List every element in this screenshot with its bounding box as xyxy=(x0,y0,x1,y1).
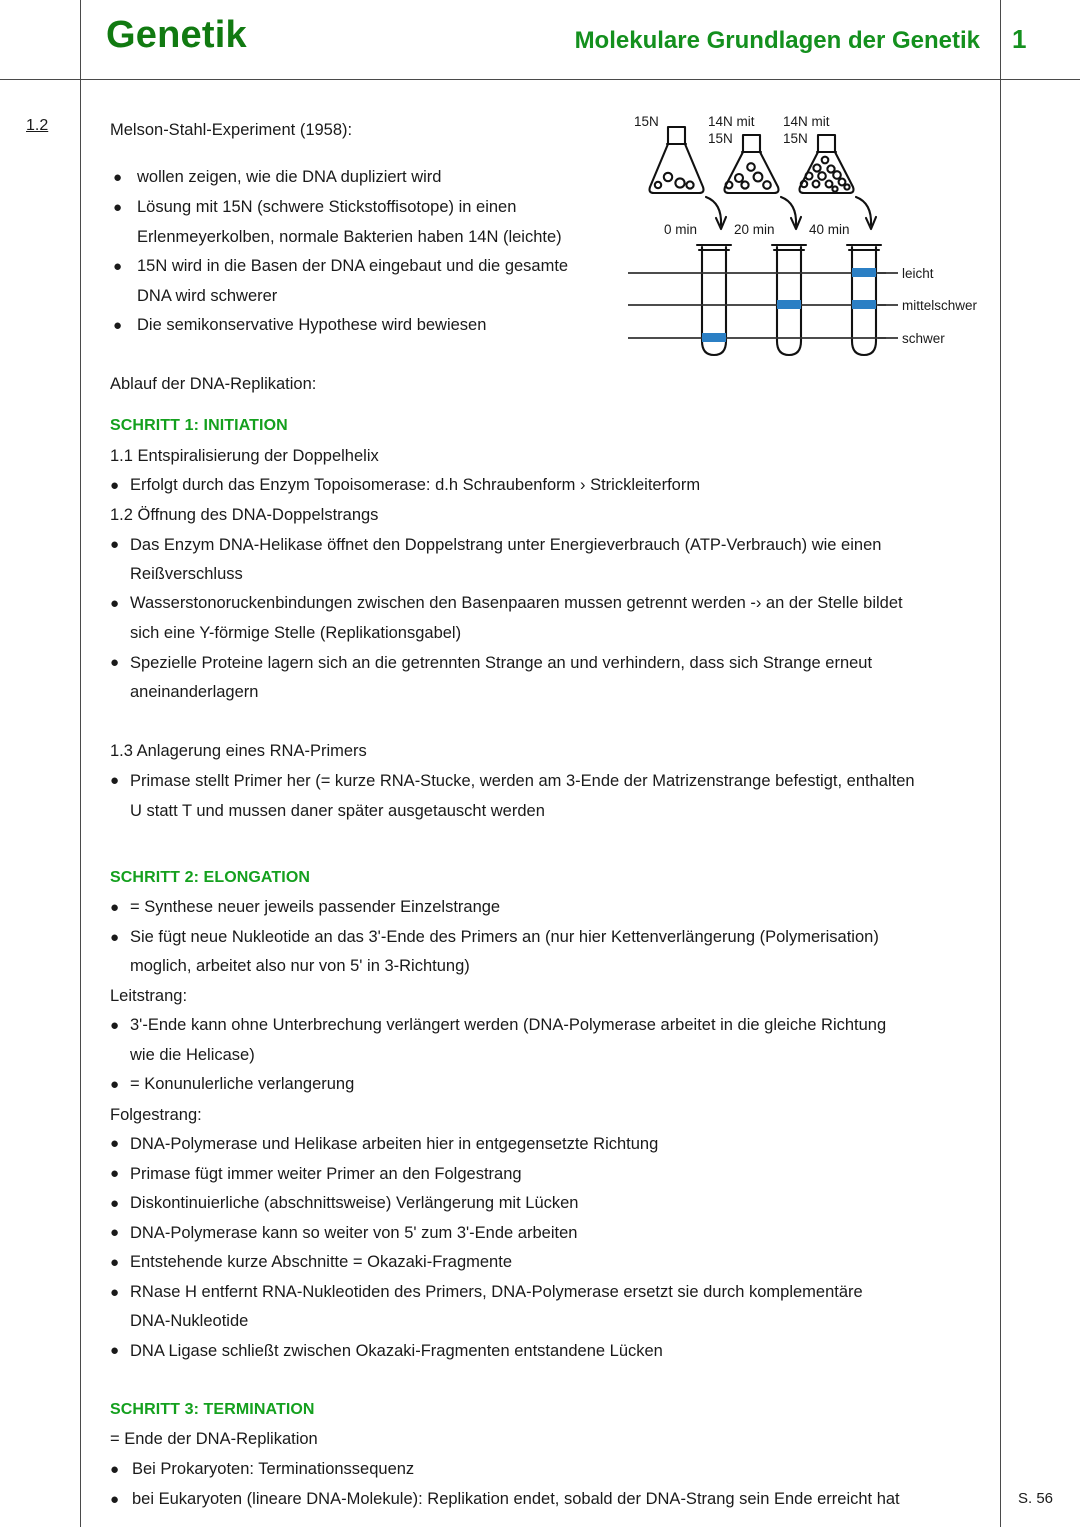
schritt2-heading: SCHRITT 2: ELONGATION xyxy=(110,869,311,886)
bullet-marker: ● xyxy=(110,1017,120,1034)
bullet-marker: ● xyxy=(110,1195,120,1212)
bullet-marker: ● xyxy=(110,1284,120,1301)
bullet-marker: ● xyxy=(110,1135,120,1152)
density-reference-lines xyxy=(628,273,886,338)
ablauf-heading: Ablauf der DNA-Replikation: xyxy=(110,375,317,393)
folgestrang-bullet-text: DNA-Polymerase und Helikase arbeiten hier in entgegensetzte Richtung xyxy=(130,1135,659,1153)
schritt1-sub2-bullet-text: Das Enzym DNA-Helikase öffnet den Doppelstrang unter Energieverbrauch (ATP-Verbrauch) wie einen xyxy=(130,536,882,554)
intro-bullet-text: wollen zeigen, wie die DNA dupliziert wird xyxy=(137,168,442,186)
intro-bullet-text: Lösung mit 15N (schwere Stickstoffisotope) in einen xyxy=(137,198,517,216)
page-frame-right-rule xyxy=(1000,0,1001,1527)
bullet-marker: ● xyxy=(110,772,120,789)
bullet-marker: ● xyxy=(110,1491,120,1508)
bullet-marker: ● xyxy=(110,1076,120,1093)
bullet-marker: ● xyxy=(110,1165,120,1182)
schritt1-sub2-title: 1.2 Öffnung des DNA-Doppelstrangs xyxy=(110,506,379,524)
band-tube2-mittelschwer xyxy=(777,300,801,309)
schritt1-sub2-bullet-text: Reißverschluss xyxy=(130,565,243,583)
label-tick-lines xyxy=(878,273,898,338)
band-label-leicht: leicht xyxy=(902,266,934,281)
bullet-marker: ● xyxy=(110,1224,120,1241)
flask-3-label-line1: 14N mit xyxy=(783,114,830,129)
time-label-0min: 0 min xyxy=(664,222,698,237)
folgestrang-bullet-text: Diskontinuierliche (abschnittsweise) Verlängerung mit Lücken xyxy=(130,1194,579,1212)
margin-section-number: 1.2 xyxy=(26,117,49,134)
bullet-marker: ● xyxy=(113,317,123,334)
leitstrang-bullet-text: 3'-Ende kann ohne Unterbrechung verlängert werden (DNA-Polymerase arbeitet in die gleiche Richtung xyxy=(130,1016,887,1034)
band-label-mittelschwer: mittelschwer xyxy=(902,298,978,313)
page-subtitle: Molekulare Grundlagen der Genetik xyxy=(574,27,980,54)
leitstrang-bullet-text: = Konunulerliche verlangerung xyxy=(130,1075,355,1093)
flask-1-icon xyxy=(650,127,704,193)
schritt1-sub3-bullet-text: U statt T und mussen daner später ausgetauscht werden xyxy=(130,802,545,820)
bullet-marker: ● xyxy=(110,595,120,612)
schritt1-heading: SCHRITT 1: INITIATION xyxy=(110,417,288,434)
intro-heading: Melson-Stahl-Experiment (1958): xyxy=(110,121,353,139)
bullet-marker: ● xyxy=(113,199,123,216)
schritt1-sub2-bullet-text: Wasserstonoruckenbindungen zwischen den Basenpaaren mussen getrennt werden -› an der Stelle bildet xyxy=(130,594,903,612)
band-tube1-schwer xyxy=(702,333,726,342)
time-arrow-icon xyxy=(856,197,876,229)
bullet-marker: ● xyxy=(110,929,120,946)
folgestrang-bullet-text: Primase fügt immer weiter Primer an den Folgestrang xyxy=(130,1165,522,1183)
bullet-marker: ● xyxy=(110,1342,120,1359)
folgestrang-bullet-text: DNA-Polymerase kann so weiter von 5' zum 3'-Ende arbeiten xyxy=(130,1224,578,1242)
bullet-marker: ● xyxy=(110,1254,120,1271)
folgestrang-bullet-text: RNase H entfernt RNA-Nukleotiden des Primers, DNA-Polymerase ersetzt sie durch komplementäre xyxy=(130,1283,863,1301)
time-label-20min: 20 min xyxy=(734,222,775,237)
intro-bullet-text: 15N wird in die Basen der DNA eingebaut und die gesamte xyxy=(137,257,569,275)
leitstrang-title: Leitstrang: xyxy=(110,987,188,1005)
page-frame-header-rule xyxy=(0,79,1080,80)
schritt2-bullet-text: Sie fügt neue Nukleotide an das 3'-Ende des Primers an (nur hier Kettenverlängerung (Polymerisation) xyxy=(130,928,879,946)
schritt1-sub1-bullet-text: Erfolgt durch das Enzym Topoisomerase: d.h Schraubenform › Strickleiterform xyxy=(130,476,701,494)
intro-bullet-text: Erlenmeyerkolben, normale Bakterien haben 14N (leichte) xyxy=(137,228,562,246)
bullet-marker: ● xyxy=(110,536,120,553)
page-header xyxy=(0,0,1080,79)
bullet-marker: ● xyxy=(110,654,120,671)
flask-2-label-line1: 14N mit xyxy=(708,114,755,129)
schritt2-bullet-text: = Synthese neuer jeweils passender Einzelstrange xyxy=(130,898,501,916)
schritt3-bullet-text: bei Eukaryoten (lineare DNA-Molekule): Replikation endet, sobald der DNA-Strang sein Ende erreicht hat xyxy=(132,1490,900,1508)
intro-bullet-text: DNA wird schwerer xyxy=(137,287,278,305)
folgestrang-title: Folgestrang: xyxy=(110,1106,202,1124)
schritt3-bullet-text: Bei Prokaryoten: Terminationssequenz xyxy=(132,1460,415,1478)
time-label-40min: 40 min xyxy=(809,222,850,237)
page-frame-left-rule xyxy=(80,0,81,1527)
time-arrow-icon xyxy=(781,197,801,229)
folgestrang-bullet-text: Entstehende kurze Abschnitte = Okazaki-Fragmente xyxy=(130,1253,512,1271)
band-label-schwer: schwer xyxy=(902,331,945,346)
bullet-marker: ● xyxy=(110,1461,120,1478)
page-title: Genetik xyxy=(106,14,247,56)
time-arrow-icon xyxy=(706,197,726,229)
bullet-marker: ● xyxy=(113,169,123,186)
schritt2-bullet-text: moglich, arbeitet also nur von 5' in 3-Richtung) xyxy=(130,957,470,975)
footer-page-label: S. 56 xyxy=(1018,1490,1054,1507)
flask-3-label-line2: 15N xyxy=(783,131,808,146)
schritt3-lead: = Ende der DNA-Replikation xyxy=(110,1430,318,1448)
flask-1-label: 15N xyxy=(634,114,659,129)
intro-bullet-text: Die semikonservative Hypothese wird bewiesen xyxy=(137,316,487,334)
band-tube3-mittelschwer xyxy=(852,300,876,309)
schritt1-sub3-title: 1.3 Anlagerung eines RNA-Primers xyxy=(110,742,367,760)
folgestrang-bullet-text: DNA Ligase schließt zwischen Okazaki-Fragmenten entstandene Lücken xyxy=(130,1342,663,1360)
bullet-marker: ● xyxy=(110,477,120,494)
schritt1-sub2-bullet-text: Spezielle Proteine lagern sich an die getrennten Strange an und verhindern, dass sich Strange erneut xyxy=(130,654,873,672)
bullet-marker: ● xyxy=(110,899,120,916)
flask-2-label-line2: 15N xyxy=(708,131,733,146)
band-tube3-leicht xyxy=(852,268,876,277)
schritt1-sub2-bullet-text: sich eine Y-förmige Stelle (Replikationsgabel) xyxy=(130,624,462,642)
folgestrang-bullet-text: DNA-Nukleotide xyxy=(130,1312,249,1330)
schritt1-sub1-title: 1.1 Entspiralisierung der Doppelhelix xyxy=(110,447,379,465)
schritt1-sub3-bullet-text: Primase stellt Primer her (= kurze RNA-Stucke, werden am 3-Ende der Matrizenstrange befestigt, enthalten xyxy=(130,772,915,790)
header-page-number: 1 xyxy=(1012,24,1027,54)
schritt1-sub2-bullet-text: aneinanderlagern xyxy=(130,683,259,701)
bullet-marker: ● xyxy=(113,258,123,275)
meselson-stahl-experiment-diagram xyxy=(610,105,1000,375)
schritt3-heading: SCHRITT 3: TERMINATION xyxy=(110,1401,315,1418)
leitstrang-bullet-text: wie die Helicase) xyxy=(130,1046,255,1064)
